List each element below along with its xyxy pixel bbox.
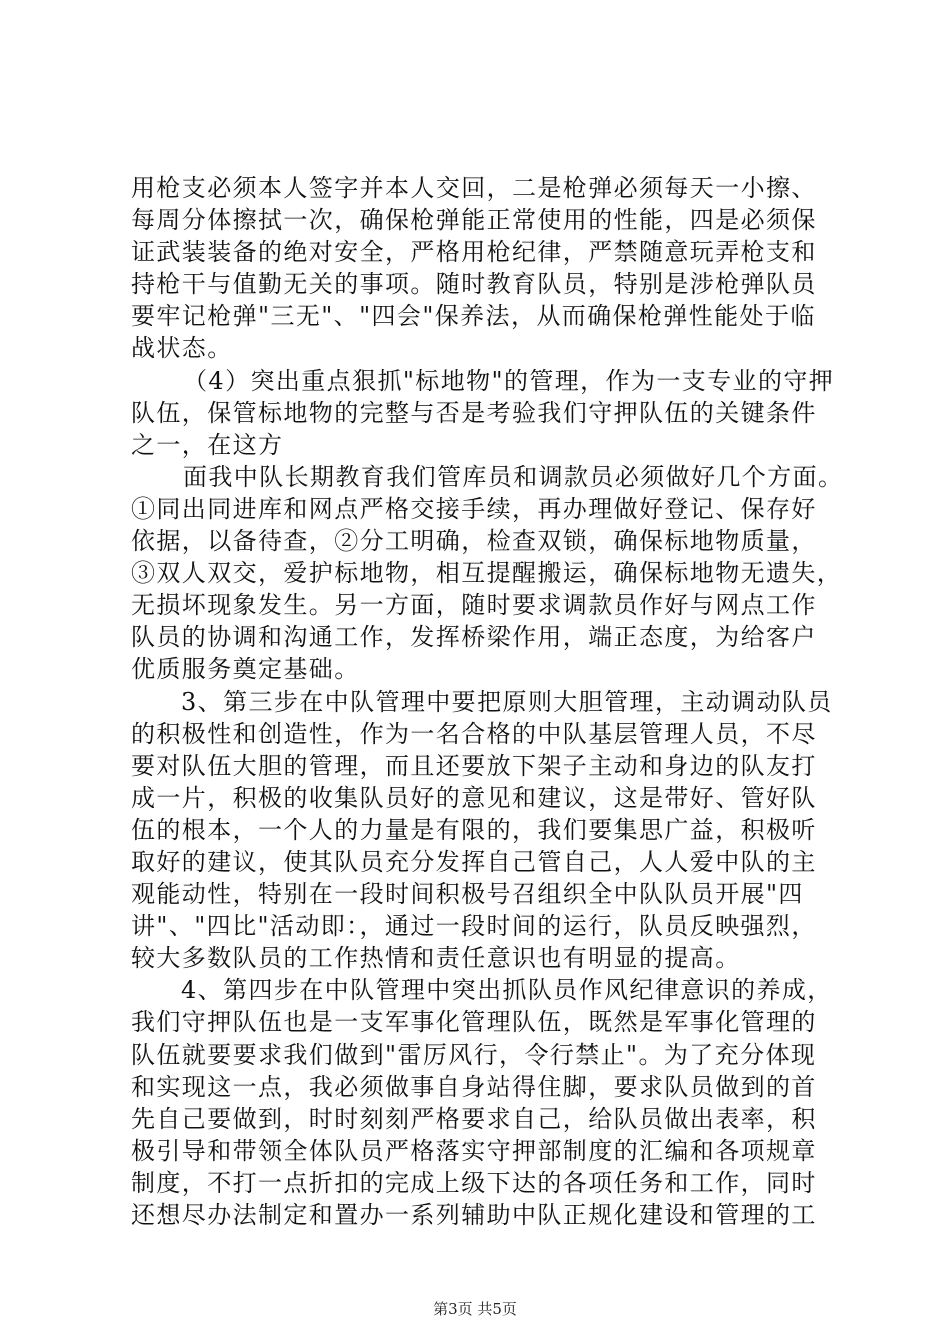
text-line: 讲"、"四比"活动即：，通过一段时间的运行，队员反映强烈，	[131, 912, 817, 941]
text-line: 队员的协调和沟通工作，发挥桥梁作用，端正态度，为给客户	[131, 623, 817, 652]
text-line: 队伍就要要求我们做到"雷厉风行，令行禁止"。为了充分体现	[131, 1040, 817, 1069]
text-line: 观能动性，特别在一段时间积极号召组织全中队队员开展"四	[131, 880, 804, 909]
text-line: 4、第四步在中队管理中突出抓队员作风纪律意识的养成，	[181, 976, 833, 1005]
text-line: 还想尽办法制定和置办一系列辅助中队正规化建设和管理的工	[131, 1201, 817, 1229]
text-line: 之一，在这方	[131, 430, 284, 459]
text-line: 先自己要做到，时时刻刻严格要求自己，给队员做出表率，积	[131, 1104, 817, 1133]
text-line: 的积极性和创造性，作为一名合格的中队基层管理人员，不尽	[131, 719, 817, 748]
text-line: 和实现这一点，我必须做事自身站得住脚，要求队员做到的首	[131, 1072, 817, 1101]
text-line: 取好的建议，使其队员充分发挥自己管自己，人人爱中队的主	[131, 847, 817, 876]
text-line: 3、第三步在中队管理中要把原则大胆管理，主动调动队员	[181, 687, 833, 716]
text-line: ③双人双交，爱护标地物，相互提醒搬运，确保标地物无遗失，	[131, 559, 843, 588]
text-line: 极引导和带领全体队员严格落实守押部制度的汇编和各项规章	[131, 1136, 817, 1165]
text-line: 证武装装备的绝对安全，严格用枪纪律，严禁随意玩弄枪支和	[131, 238, 817, 267]
text-line: 要牢记枪弹"三无"、"四会"保养法，从而确保枪弹性能处于临	[131, 302, 816, 331]
text-line: 制度，不打一点折扣的完成上级下达的各项任务和工作，同时	[131, 1168, 817, 1197]
text-line: （4）突出重点狠抓"标地物"的管理，作为一支专业的守押	[183, 366, 835, 395]
body-text	[131, 172, 843, 1231]
text-line: 要对队伍大胆的管理，而且还要放下架子主动和身边的队友打	[131, 751, 817, 780]
text-line: 每周分体擦拭一次，确保枪弹能正常使用的性能，四是必须保	[131, 206, 817, 235]
page-number: 第3页 共5页	[433, 1300, 517, 1318]
text-line: 面我中队长期教育我们管库员和调款员必须做好几个方面。	[183, 462, 844, 491]
text-line: ①同出同进库和网点严格交接手续，再办理做好登记、保存好	[131, 494, 817, 523]
text-line: 队伍，保管标地物的完整与否是考验我们守押队伍的关键条件	[131, 398, 817, 427]
text-line: 战状态。	[131, 334, 233, 363]
text-line: 伍的根本，一个人的力量是有限的，我们要集思广益，积极听	[131, 815, 817, 844]
text-line: 较大多数队员的工作热情和责任意识也有明显的提高。	[131, 944, 741, 973]
text-line: 优质服务奠定基础。	[131, 655, 360, 684]
text-line: 我们守押队伍也是一支军事化管理队伍，既然是军事化管理的	[131, 1008, 817, 1037]
text-line: 用枪支必须本人签字并本人交回，二是枪弹必须每天一小擦、	[131, 174, 817, 202]
text-line: 持枪干与值勤无关的事项。随时教育队员，特别是涉枪弹队员	[131, 270, 817, 299]
page-footer	[0, 1299, 950, 1319]
text-line: 无损坏现象发生。另一方面，随时要求调款员作好与网点工作	[131, 591, 817, 620]
text-line: 成一片，积极的收集队员好的意见和建议，这是带好、管好队	[131, 783, 817, 812]
text-line: 依据，以备待查，②分工明确，检查双锁，确保标地物质量，	[131, 527, 817, 556]
